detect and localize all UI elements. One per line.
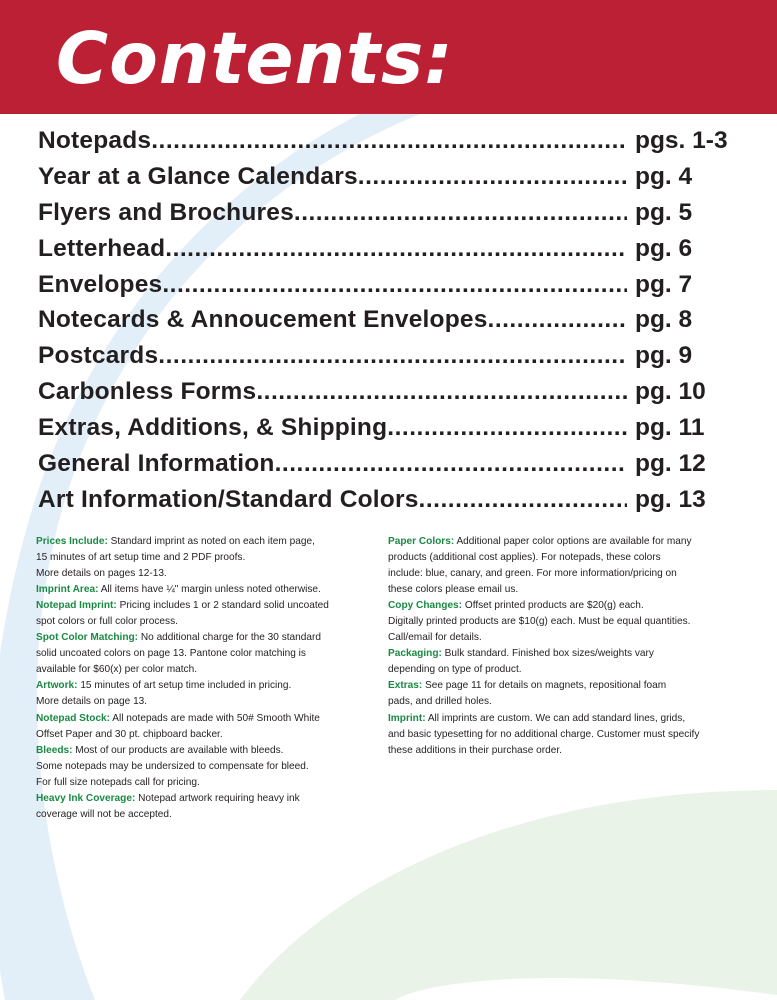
note-line	[36, 662, 378, 678]
note-line	[388, 694, 738, 710]
toc-entry	[38, 450, 728, 486]
note-line	[388, 630, 738, 646]
note-line	[36, 630, 378, 646]
note-line	[388, 566, 738, 582]
toc-entry-page: pg. 11	[635, 414, 705, 442]
note-label: Extras:	[388, 680, 423, 692]
note-line	[388, 582, 738, 598]
header-banner	[0, 0, 777, 114]
note-label: Heavy Ink Coverage:	[36, 792, 136, 804]
note-text: For full size notepads call for pricing.	[36, 776, 200, 788]
note-text: Bulk standard. Finished box sizes/weights vary	[444, 648, 654, 660]
toc-leader-dots	[151, 127, 627, 155]
note-line	[36, 678, 378, 694]
note-line	[36, 791, 378, 807]
note-label: Bleeds:	[36, 744, 73, 756]
note-text: Offset printed products are $20(g) each.	[464, 600, 644, 612]
note-label: Spot Color Matching:	[36, 632, 139, 644]
info-note	[36, 791, 378, 823]
toc-entry	[38, 378, 728, 414]
note-text: All notepads are made with 50# Smooth White	[112, 712, 320, 724]
note-line	[388, 534, 738, 550]
toc-entry	[38, 342, 728, 378]
toc-entry-page: pg. 8	[635, 306, 693, 334]
toc-entry	[38, 235, 728, 271]
note-text: See page 11 for details on magnets, repositional foam	[425, 680, 667, 692]
note-line	[36, 598, 378, 614]
table-of-contents	[38, 127, 728, 522]
toc-entry-label: Notecards & Annoucement Envelopes	[38, 306, 488, 334]
note-line	[388, 678, 738, 694]
note-text: All items have ¼" margin unless noted otherwise.	[100, 584, 321, 596]
note-text: depending on type of product.	[388, 664, 522, 676]
info-note	[36, 630, 378, 678]
notes-left-column	[36, 534, 378, 823]
note-line	[388, 550, 738, 566]
toc-entry-label: Notepads	[38, 127, 152, 154]
toc-entry-page: pg. 4	[635, 162, 693, 190]
note-line	[388, 727, 738, 743]
note-line	[388, 743, 738, 759]
note-text: 15 minutes of art setup time included in pricing.	[80, 680, 292, 692]
toc-entry	[38, 486, 728, 522]
note-line	[36, 646, 378, 662]
toc-leader-dots	[256, 378, 627, 406]
note-line	[388, 662, 738, 678]
toc-entry-label: Year at a Glance Calendars	[38, 162, 358, 190]
note-text: these additions in their purchase order.	[388, 744, 562, 756]
note-text: No additional charge for the 30 standard	[140, 632, 321, 644]
note-text: solid uncoated colors on page 13. Pantone color matching is	[36, 648, 306, 660]
note-label: Imprint Area:	[36, 584, 99, 596]
toc-entry	[38, 199, 728, 235]
note-text: Some notepads may be undersized to compensate for bleed.	[36, 760, 309, 772]
info-note	[36, 678, 378, 710]
note-line	[36, 566, 378, 582]
note-text: Additional paper color options are available for many	[456, 536, 692, 547]
note-text: Offset Paper and 30 pt. chipboard backer.	[36, 728, 223, 740]
note-label: Copy Changes:	[388, 600, 463, 612]
note-text: spot colors or full color process.	[36, 616, 178, 628]
note-text: More details on pages 12-13.	[36, 568, 167, 580]
toc-entry-label: Postcards	[38, 342, 159, 370]
toc-leader-dots	[387, 414, 627, 442]
note-line	[388, 598, 738, 614]
toc-entry-page: pg. 9	[635, 342, 693, 370]
info-note	[388, 711, 738, 759]
info-note	[388, 678, 738, 710]
toc-entry-label: Carbonless Forms	[38, 378, 257, 406]
note-label: Artwork:	[36, 680, 78, 692]
note-line	[36, 807, 378, 823]
toc-entry-page: pg. 6	[635, 234, 693, 262]
toc-entry-page: pg. 5	[635, 198, 693, 226]
toc-leader-dots	[275, 450, 627, 478]
note-line	[388, 646, 738, 662]
note-line	[36, 759, 378, 775]
toc-leader-dots	[165, 235, 627, 263]
info-note	[36, 743, 378, 791]
note-line	[36, 743, 378, 759]
toc-entry-label: Extras, Additions, & Shipping	[38, 414, 388, 442]
notes-right-column	[388, 534, 738, 759]
toc-entry	[38, 127, 728, 163]
toc-leader-dots	[358, 163, 627, 191]
info-note	[388, 534, 738, 598]
toc-leader-dots	[162, 271, 627, 299]
toc-entry	[38, 414, 728, 450]
note-label: Imprint:	[388, 712, 426, 724]
toc-leader-dots	[294, 199, 627, 227]
toc-entry-label: Letterhead	[38, 234, 166, 262]
note-text: 15 minutes of art setup time and 2 PDF proofs.	[36, 552, 246, 564]
note-line	[388, 711, 738, 727]
info-note	[36, 711, 378, 743]
info-note	[36, 582, 378, 598]
toc-entry-label: Art Information/Standard Colors	[38, 485, 419, 513]
note-line	[36, 775, 378, 791]
toc-entry-label: Flyers and Brochures	[38, 198, 294, 226]
note-line	[36, 550, 378, 566]
page-title: Contents:	[56, 17, 454, 100]
toc-leader-dots	[488, 306, 627, 334]
info-note	[388, 598, 738, 646]
note-text: Digitally printed products are $10(g) each. Must be equal quantities.	[388, 616, 691, 628]
note-line	[36, 534, 378, 550]
note-line	[36, 582, 378, 598]
note-label: Prices Include:	[36, 536, 108, 547]
info-note	[36, 534, 378, 582]
note-label: Packaging:	[388, 648, 442, 660]
toc-entry	[38, 271, 728, 307]
note-text: products (additional cost applies). For notepads, these colors	[388, 552, 661, 564]
info-note	[36, 598, 378, 630]
note-text: these colors please email us.	[388, 584, 519, 596]
note-text: Most of our products are available with bleeds.	[75, 744, 284, 756]
note-line	[36, 614, 378, 630]
toc-leader-dots	[158, 342, 627, 370]
note-line	[36, 711, 378, 727]
note-line	[36, 727, 378, 743]
toc-entry	[38, 306, 728, 342]
note-text: pads, and drilled holes.	[388, 696, 492, 708]
note-text: More details on page 13.	[36, 696, 148, 708]
note-line	[388, 614, 738, 630]
note-text: Notepad artwork requiring heavy ink	[138, 792, 300, 804]
note-label: Notepad Imprint:	[36, 600, 117, 612]
info-note	[388, 646, 738, 678]
toc-entry-page: pg. 13	[635, 485, 706, 513]
note-text: Call/email for details.	[388, 632, 482, 644]
note-text: All imprints are custom. We can add standard lines, grids,	[427, 712, 686, 724]
note-label: Paper Colors:	[388, 536, 455, 547]
note-text: Standard imprint as noted on each item page,	[110, 536, 315, 547]
note-text: and basic typesetting for no additional charge. Customer must specify	[388, 728, 700, 740]
note-text: available for $60(x) per color match.	[36, 664, 198, 676]
note-line	[36, 694, 378, 710]
note-text: Pricing includes 1 or 2 standard solid uncoated	[119, 600, 329, 612]
toc-entry-page: pg. 12	[635, 450, 706, 478]
toc-entry-label: Envelopes	[38, 270, 163, 298]
note-text: coverage will not be accepted.	[36, 808, 172, 820]
note-label: Notepad Stock:	[36, 712, 111, 724]
toc-leader-dots	[419, 486, 627, 514]
note-text: include: blue, canary, and green. For more information/pricing on	[388, 568, 677, 580]
toc-entry-page: pg. 10	[635, 378, 706, 406]
toc-entry	[38, 163, 728, 199]
toc-entry-page: pg. 7	[635, 270, 693, 298]
toc-entry-page: pgs. 1-3	[635, 127, 728, 154]
toc-entry-label: General Information	[38, 450, 275, 478]
